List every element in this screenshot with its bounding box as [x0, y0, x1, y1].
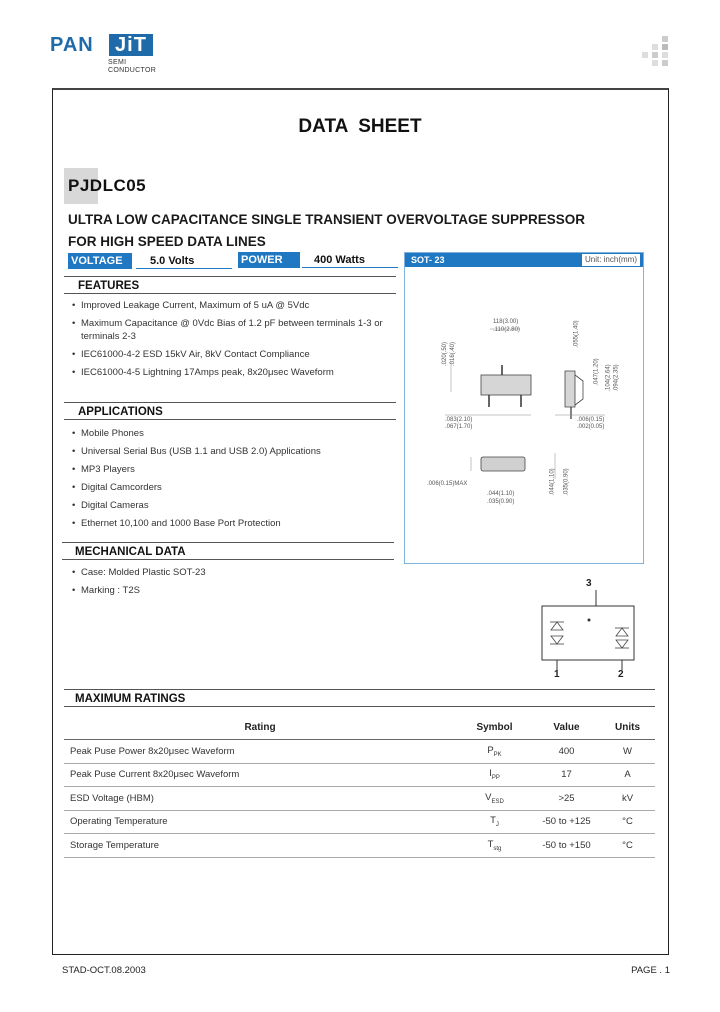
applications-heading: APPLICATIONS — [64, 402, 396, 420]
symbol-subscript: ESD — [491, 798, 504, 805]
dim-label: .016(.40) — [450, 341, 457, 367]
package-unit: Unit: inch(mm) — [582, 254, 640, 266]
symbol-text: P — [487, 744, 494, 756]
features-list — [72, 299, 402, 384]
dim-label: .110(2.80) — [493, 327, 520, 333]
symbol-cell — [456, 787, 533, 811]
dim-label: .067(1.70) — [445, 424, 473, 430]
voltage-tag: VOLTAGE — [68, 253, 132, 269]
list-item: • Universal Serial Bus (USB 1.1 and USB 2.0) Applications — [72, 445, 402, 458]
dim-label: .044(1.10) — [487, 491, 515, 497]
list-item: • Digital Cameras — [72, 499, 402, 512]
list-item: • Digital Camcorders — [72, 481, 402, 494]
footer-page: PAGE . 1 — [631, 965, 670, 976]
symbol-subscript: PK — [493, 751, 502, 758]
rating-cell: Operating Temperature — [64, 810, 456, 834]
list-item: • Mobile Phones — [72, 427, 402, 440]
value-cell: 17 — [533, 763, 600, 787]
package-drawing-box — [404, 252, 644, 564]
subtitle-line-2: FOR HIGH SPEED DATA LINES — [68, 234, 266, 249]
symbol-subscript: stg — [493, 845, 502, 852]
symbol-text: T — [490, 815, 496, 827]
value-cell: -50 to +125 — [533, 810, 600, 834]
features-heading: FEATURES — [64, 276, 396, 294]
units-cell: °C — [600, 834, 655, 858]
symbol-text: V — [485, 791, 492, 803]
column-header: Symbol — [456, 715, 533, 740]
column-header: Value — [533, 715, 600, 740]
ratings-table — [64, 715, 655, 858]
applications-list — [72, 427, 402, 535]
units-cell: kV — [600, 787, 655, 811]
list-item: • Improved Leakage Current, Maximum of 5 uA @ 5Vdc — [72, 299, 402, 312]
mechanical-list — [72, 566, 402, 602]
value-cell: >25 — [533, 787, 600, 811]
dim-label: 118(3.00) — [493, 319, 519, 325]
dim-label: .055(1.40) — [573, 320, 580, 348]
symbol-subscript: J — [495, 822, 499, 829]
column-header: Units — [600, 715, 655, 740]
pin-3-label: 3 — [586, 578, 592, 589]
logo-jit-text: JiT — [109, 34, 153, 56]
units-cell: °C — [600, 810, 655, 834]
page-title: DATA SHEET — [298, 116, 422, 137]
list-item: • Ethernet 10,100 and 1000 Base Port Protection — [72, 517, 402, 530]
dim-label: .006(0.15)MAX — [427, 481, 468, 487]
table-row — [64, 834, 655, 858]
logo-sub-conductor: CONDUCTOR — [108, 67, 157, 74]
list-item: • Marking : T2S — [72, 584, 402, 597]
table-header-row — [64, 715, 655, 740]
symbol-subscript: PP — [491, 775, 500, 782]
symbol-cell — [456, 740, 533, 764]
voltage-value: 5.0 Volts — [136, 253, 232, 269]
table-row — [64, 740, 655, 764]
dim-label: .006(0.15) — [577, 417, 605, 423]
dim-label: .044(1.10) — [549, 468, 556, 496]
logo-pan-text: PAN — [50, 34, 94, 56]
logo-sub-semi: SEMI — [108, 59, 127, 66]
symbol-text: T — [487, 838, 494, 850]
ratings-heading: MAXIMUM RATINGS — [64, 689, 655, 707]
symbol-cell — [456, 763, 533, 787]
list-item: • Case: Molded Plastic SOT-23 — [72, 566, 402, 579]
power-tag: POWER — [238, 252, 300, 268]
value-cell: 400 — [533, 740, 600, 764]
list-item: • IEC61000-4-5 Lightning 17Amps peak, 8x20μsec Waveform — [72, 366, 402, 379]
symbol-cell — [456, 834, 533, 858]
mechanical-heading: MECHANICAL DATA — [62, 542, 394, 560]
list-item: • Maximum Capacitance @ 0Vdc Bias of 1.2 pF between terminals 1-3 or terminals 2-3 — [72, 317, 402, 343]
symbol-cell — [456, 810, 533, 834]
dim-label: .094(2.35) — [613, 364, 620, 392]
dim-label: .035(0.90) — [563, 468, 570, 496]
table-row — [64, 810, 655, 834]
value-cell: -50 to +150 — [533, 834, 600, 858]
dim-label: .035(0.90) — [487, 499, 515, 505]
rating-cell: Storage Temperature — [64, 834, 456, 858]
dim-label: .083(2.10) — [445, 417, 473, 423]
subtitle-line-1: ULTRA LOW CAPACITANCE SINGLE TRANSIENT OVERVOLTAGE SUPPRESSOR — [68, 212, 586, 227]
table-row — [64, 763, 655, 787]
list-item: • IEC61000-4-2 ESD 15kV Air, 8kV Contact Compliance — [72, 348, 402, 361]
rating-cell: Peak Puse Power 8x20μsec Waveform — [64, 740, 456, 764]
units-cell: A — [600, 763, 655, 787]
dim-label: .104(2.64) — [605, 364, 612, 392]
symbol-text: I — [489, 768, 492, 780]
column-header: Rating — [64, 715, 456, 740]
power-value: 400 Watts — [302, 252, 398, 268]
dim-label: .002(0.05) — [577, 424, 605, 430]
units-cell: W — [600, 740, 655, 764]
dim-label: .047(1.20) — [593, 358, 600, 386]
table-row — [64, 787, 655, 811]
pin-schematic — [536, 578, 646, 682]
pin-2-label: 2 — [618, 669, 624, 680]
list-item: • MP3 Players — [72, 463, 402, 476]
part-number: PJDLC05 — [68, 176, 147, 195]
decorative-squares-icon — [642, 36, 670, 68]
rating-cell: ESD Voltage (HBM) — [64, 787, 456, 811]
tvs-diode-schematic-icon — [536, 578, 646, 682]
sot23-outline-drawing — [405, 267, 643, 563]
package-name: SOT- 23 — [411, 255, 445, 265]
dim-label: .020(.50) — [442, 341, 449, 367]
pin-1-label: 1 — [554, 669, 560, 680]
footer-date: STAD-OCT.08.2003 — [62, 965, 146, 976]
rating-cell: Peak Puse Current 8x20μsec Waveform — [64, 763, 456, 787]
